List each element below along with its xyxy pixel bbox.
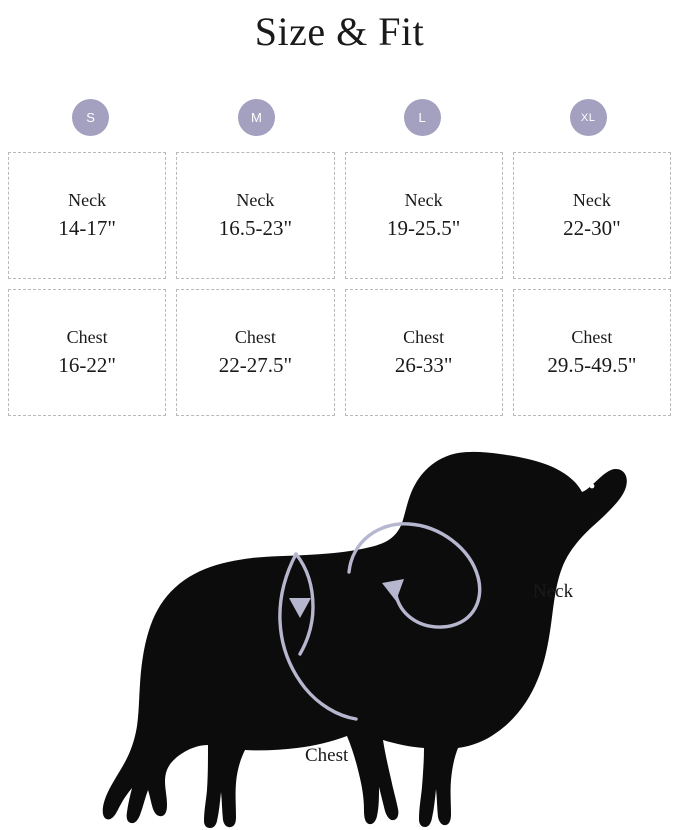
cell-label: Neck (404, 190, 443, 211)
size-badge-cell-s (8, 99, 174, 136)
annotation-chest: Chest (305, 745, 349, 766)
cell-chest-xl (513, 289, 671, 416)
cell-label: Neck (68, 190, 107, 211)
cell-neck-xl (513, 152, 671, 279)
cell-neck-l (345, 152, 503, 279)
size-badge-cell-xl (505, 99, 671, 136)
size-badge-m: M (238, 99, 275, 136)
size-badge-l: L (404, 99, 441, 136)
page-title: Size & Fit (254, 9, 425, 54)
measurement-grid (8, 152, 671, 416)
cell-value: 29.5-49.5" (547, 353, 637, 378)
cell-neck-s (8, 152, 166, 279)
cell-value: 14-17" (58, 216, 116, 241)
size-badge-cell-l (340, 99, 506, 136)
cell-value: 19-25.5" (386, 216, 461, 241)
size-badge-s: S (72, 99, 109, 136)
cell-neck-m (176, 152, 334, 279)
cell-chest-s (8, 289, 166, 416)
size-badge-row (8, 99, 671, 136)
dog-measurement-illustration (0, 430, 679, 830)
cell-value: 16.5-23" (218, 216, 293, 241)
cell-label: Chest (234, 327, 276, 348)
size-badge-xl: XL (570, 99, 607, 136)
cell-label: Chest (571, 327, 613, 348)
cell-label: Neck (572, 190, 611, 211)
size-chart (8, 55, 671, 416)
cell-label: Chest (403, 327, 445, 348)
cell-value: 22-30" (563, 216, 621, 241)
annotation-neck: Neck (533, 581, 574, 602)
cell-value: 22-27.5" (218, 353, 293, 378)
dog-silhouette-icon (103, 452, 627, 828)
dog-eye (590, 484, 595, 489)
cell-value: 26-33" (394, 353, 453, 378)
cell-chest-m (176, 289, 334, 416)
cell-label: Neck (236, 190, 275, 211)
cell-label: Chest (66, 327, 108, 348)
cell-value: 16-22" (58, 353, 116, 378)
size-badge-cell-m (174, 99, 340, 136)
cell-chest-l (345, 289, 503, 416)
